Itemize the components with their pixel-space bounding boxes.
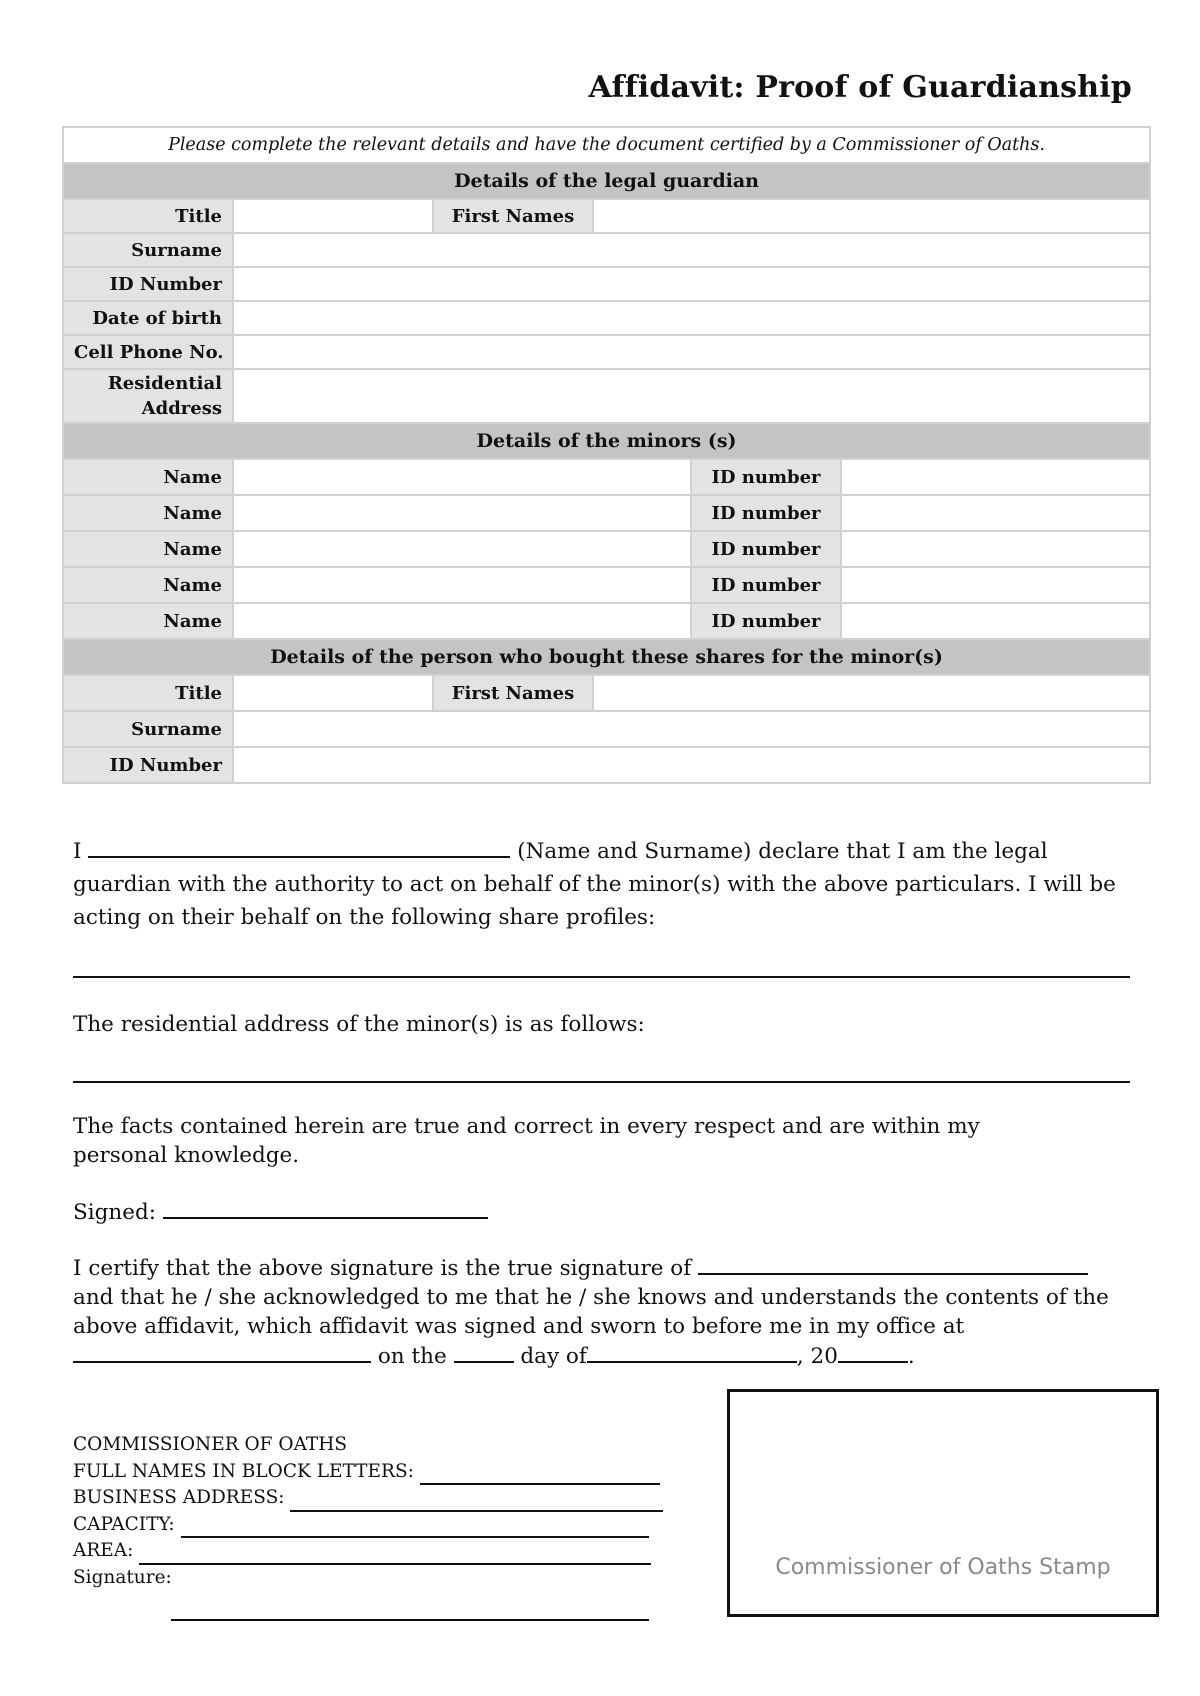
guardian-title-label: Title bbox=[63, 199, 233, 233]
minor-id-field[interactable] bbox=[841, 603, 1150, 639]
guardian-first-names-label: First Names bbox=[433, 199, 593, 233]
minor-name-field[interactable] bbox=[233, 567, 691, 603]
minor-name-field[interactable] bbox=[233, 603, 691, 639]
declaration-text: (Name and Surname) declare that I am the legal guardian with the authority to act on behalf of the minor(s) with the above particulars. I will be acting on their behalf on the following share profiles: bbox=[73, 839, 1116, 930]
buyer-first-names-field[interactable] bbox=[593, 675, 1150, 711]
signed-label: Signed: bbox=[73, 1200, 156, 1225]
buyer-title-field[interactable] bbox=[233, 675, 433, 711]
buyer-surname-field[interactable] bbox=[233, 711, 1150, 747]
minor-name-label: Name bbox=[63, 603, 233, 639]
business-address-label: BUSINESS ADDRESS: bbox=[73, 1487, 285, 1508]
guardian-section-heading: Details of the legal guardian bbox=[63, 163, 1150, 199]
month-blank[interactable] bbox=[587, 1341, 797, 1363]
guardian-cell-label: Cell Phone No. bbox=[63, 335, 233, 369]
certify-text-1: I certify that the above signature is the true signature of bbox=[73, 1256, 692, 1281]
signed-blank[interactable] bbox=[163, 1197, 488, 1219]
minor-name-label: Name bbox=[63, 459, 233, 495]
buyer-surname-label: Surname bbox=[63, 711, 233, 747]
minor-name-field[interactable] bbox=[233, 459, 691, 495]
minor-name-label: Name bbox=[63, 567, 233, 603]
minor-id-field[interactable] bbox=[841, 531, 1150, 567]
full-names-label: FULL NAMES IN BLOCK LETTERS: bbox=[73, 1460, 414, 1482]
facts-statement: The facts contained herein are true and correct in every respect and are within my personal knowledge. bbox=[73, 1114, 980, 1168]
minor-id-label: ID number bbox=[691, 495, 841, 531]
year-blank[interactable] bbox=[838, 1341, 908, 1363]
minor-name-field[interactable] bbox=[233, 531, 691, 567]
guardian-address-label-line2: Address bbox=[141, 398, 222, 419]
guardian-address-field[interactable] bbox=[233, 369, 1150, 423]
buyer-id-label: ID Number bbox=[63, 747, 233, 783]
guardian-first-names-field[interactable] bbox=[593, 199, 1150, 233]
residential-statement: The residential address of the minor(s) is as follows: bbox=[73, 1012, 645, 1037]
signature-label: Signature: bbox=[73, 1566, 172, 1588]
residential-address-line[interactable] bbox=[73, 1081, 1130, 1083]
declaration-prefix: I bbox=[73, 839, 82, 864]
certify-end: . bbox=[907, 1344, 915, 1369]
share-profiles-line[interactable] bbox=[73, 976, 1130, 978]
capacity-label: CAPACITY: bbox=[73, 1513, 175, 1535]
buyer-section-heading: Details of the person who bought these shares for the minor(s) bbox=[63, 639, 1150, 675]
full-names-blank[interactable] bbox=[420, 1465, 660, 1485]
stamp-box bbox=[727, 1389, 1159, 1617]
certify-text-2: and that he / she acknowledged to me that he / she knows and understands the contents of the above affidavit, which affidavit was signed and sworn to before me in my office at bbox=[73, 1285, 1109, 1339]
minor-id-label: ID number bbox=[691, 567, 841, 603]
minor-id-label: ID number bbox=[691, 603, 841, 639]
area-blank[interactable] bbox=[139, 1545, 651, 1565]
minor-id-field[interactable] bbox=[841, 495, 1150, 531]
stamp-label: Commissioner of Oaths Stamp bbox=[775, 1555, 1111, 1580]
business-address-blank[interactable] bbox=[290, 1492, 663, 1512]
declaration-paragraph bbox=[73, 835, 1133, 934]
guardian-cell-field[interactable] bbox=[233, 335, 1150, 369]
buyer-first-names-label: First Names bbox=[433, 675, 593, 711]
capacity-blank[interactable] bbox=[181, 1518, 649, 1538]
guardian-title-field[interactable] bbox=[233, 199, 433, 233]
guardian-surname-label: Surname bbox=[63, 233, 233, 267]
minor-name-field[interactable] bbox=[233, 495, 691, 531]
guardian-surname-field[interactable] bbox=[233, 233, 1150, 267]
signed-row bbox=[73, 1196, 1133, 1229]
guardian-dob-field[interactable] bbox=[233, 301, 1150, 335]
commissioner-block bbox=[73, 1432, 673, 1621]
minor-id-label: ID number bbox=[691, 531, 841, 567]
day-blank[interactable] bbox=[454, 1341, 514, 1363]
certify-paragraph bbox=[73, 1253, 1133, 1371]
form-instructions: Please complete the relevant details and have the document certified by a Commissioner of Oaths. bbox=[63, 127, 1150, 163]
office-location-blank[interactable] bbox=[73, 1341, 371, 1363]
minors-section-heading: Details of the minors (s) bbox=[63, 423, 1150, 459]
minor-name-label: Name bbox=[63, 531, 233, 567]
buyer-title-label: Title bbox=[63, 675, 233, 711]
minor-id-field[interactable] bbox=[841, 567, 1150, 603]
minor-name-label: Name bbox=[63, 495, 233, 531]
guardian-dob-label: Date of birth bbox=[63, 301, 233, 335]
guardian-address-label-line1: Residential bbox=[107, 373, 222, 394]
day-of-text: day of bbox=[520, 1344, 587, 1369]
year-prefix-text: , 20 bbox=[796, 1344, 838, 1369]
guardian-id-label: ID Number bbox=[63, 267, 233, 301]
on-the-text: on the bbox=[377, 1344, 447, 1369]
guardian-id-field[interactable] bbox=[233, 267, 1150, 301]
commissioner-heading: COMMISSIONER OF OATHS bbox=[73, 1434, 348, 1455]
details-form bbox=[62, 126, 1151, 784]
signatory-name-blank[interactable] bbox=[698, 1253, 1088, 1275]
document-title: Affidavit: Proof of Guardianship bbox=[588, 70, 1132, 105]
minor-id-label: ID number bbox=[691, 459, 841, 495]
commissioner-signature-blank[interactable] bbox=[171, 1601, 649, 1621]
area-label: AREA: bbox=[73, 1540, 134, 1561]
buyer-id-field[interactable] bbox=[233, 747, 1150, 783]
guardian-name-blank[interactable] bbox=[88, 836, 510, 858]
minor-id-field[interactable] bbox=[841, 459, 1150, 495]
guardian-address-label bbox=[63, 369, 233, 423]
